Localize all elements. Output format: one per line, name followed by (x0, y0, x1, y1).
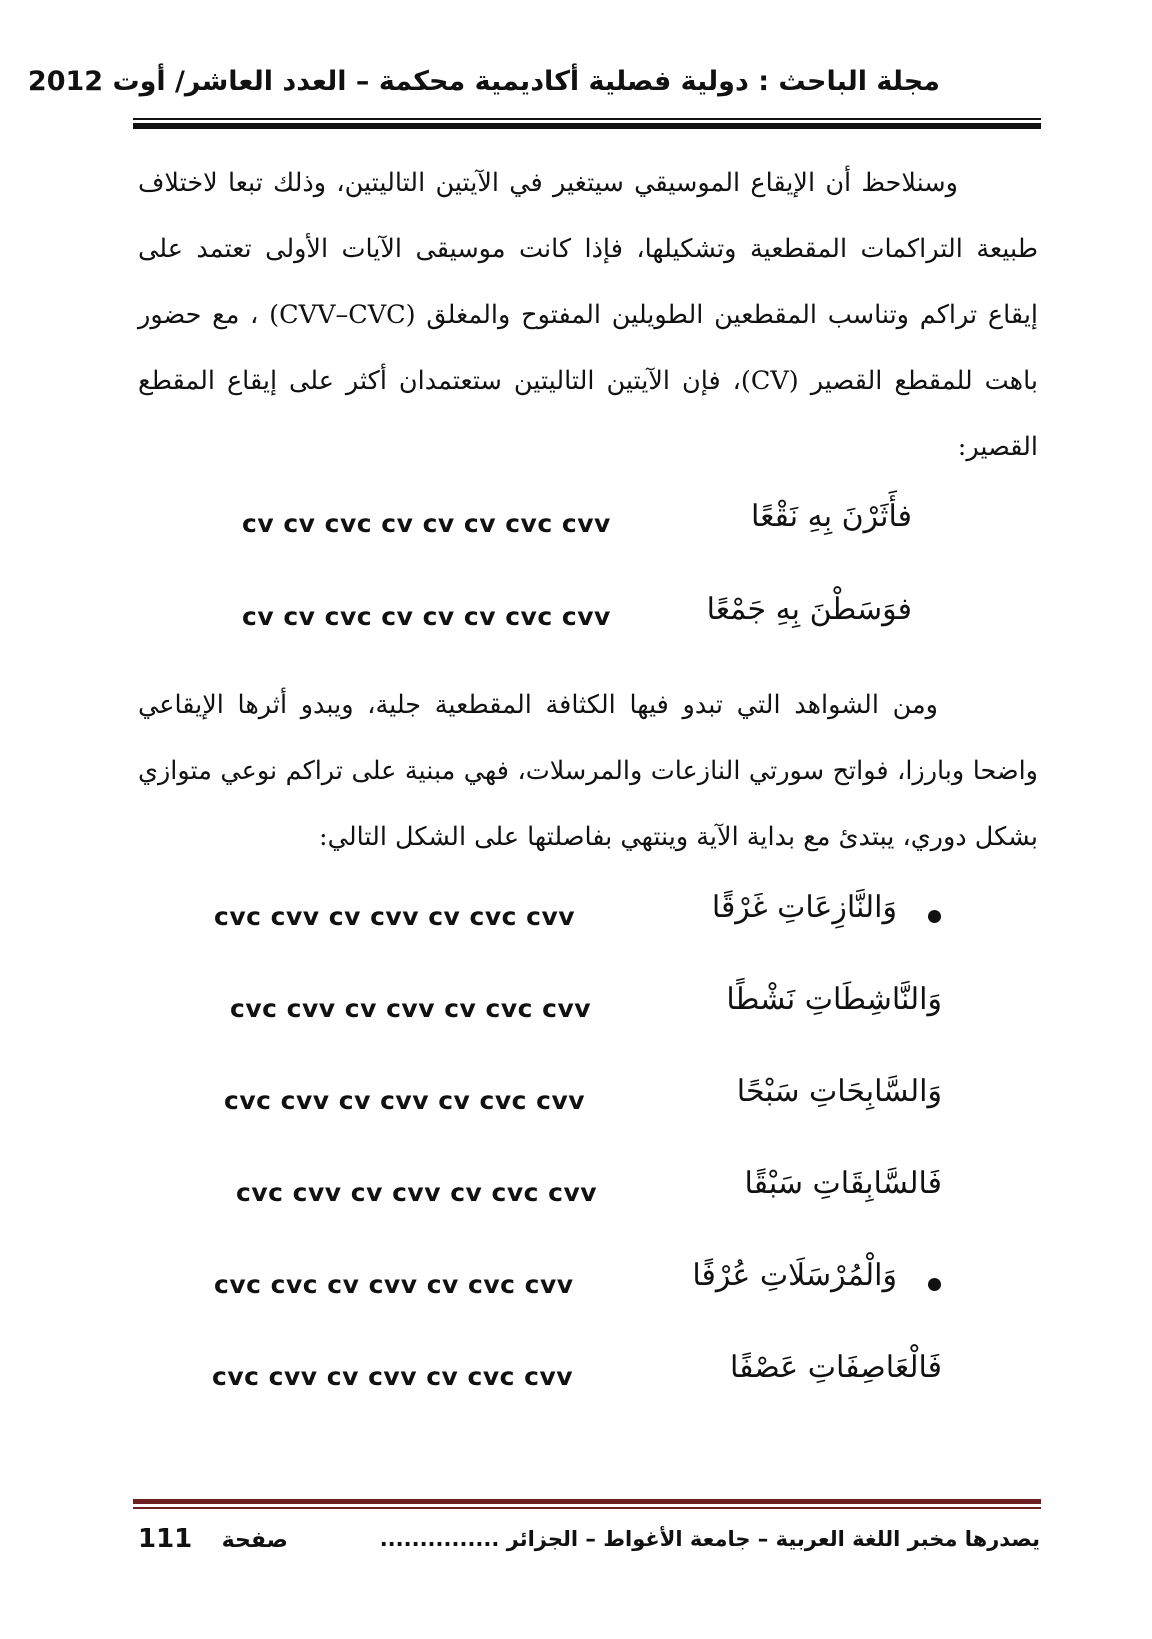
footer-rule-thick (133, 1499, 1041, 1504)
syllable-pattern: cvc cvv cv cvv cv cvc cvv (236, 1178, 598, 1207)
example-row (0, 495, 1152, 555)
quran-verse: فأَثَرْنَ بِهِ نَقْعًا (750, 499, 912, 534)
footer-rule-thin (133, 1507, 1041, 1509)
example-row (0, 978, 1152, 1038)
syllable-pattern: cv cv cvc cv cv cv cvc cvv (242, 602, 611, 631)
bullet-icon (928, 910, 941, 923)
quran-verse: فَالسَّابِقَاتِ سَبْقًا (744, 1166, 942, 1201)
page-indicator (138, 1524, 288, 1554)
syllable-pattern: cvc cvv cv cvv cv cvc cvv (224, 1086, 586, 1115)
page-number: 111 (138, 1524, 193, 1554)
header-rule-thick (133, 123, 1041, 129)
bullet-icon (928, 1278, 941, 1291)
example-row (0, 588, 1152, 648)
quran-verse: وَالْمُرْسَلَاتِ عُرْفًا (692, 1258, 897, 1293)
syllable-pattern: cvc cvc cv cvv cv cvc cvv (214, 1270, 574, 1299)
quran-verse: فوَسَطْنَ بِهِ جَمْعًا (706, 592, 912, 627)
example-row (0, 1162, 1152, 1222)
syllable-pattern: cvc cvv cv cvv cv cvc cvv (212, 1362, 574, 1391)
header-rule-thin (133, 118, 1041, 120)
quran-verse: وَالنَّازِعَاتِ غَرْقًا (711, 890, 897, 925)
paragraph-2: ومن الشواهد التي تبدو فيها الكثافة المقطعية جلية، ويبدو أثرها الإيقاعي واضحا وبارزا، فواتح سورتي النازعات والمرسلات، فهي مبنية على تراكم نوعي متوازي بشكل دوري، يبتدئ مع بداية الآية وينتهي بفاصلتها على الشكل التالي: (138, 690, 1038, 852)
page-label: صفحة (221, 1528, 288, 1553)
footer-publisher: يصدرها مخبر اللغة العربية – جامعة الأغواط – الجزائر ............... (379, 1527, 1040, 1551)
quran-verse: فَالْعَاصِفَاتِ عَصْفًا (729, 1350, 942, 1385)
syllable-pattern: cv cv cvc cv cv cv cvc cvv (242, 509, 611, 538)
example-row (0, 1254, 1152, 1314)
example-row (0, 886, 1152, 946)
quran-verse: وَالسَّابِحَاتِ سَبْحًا (736, 1074, 942, 1109)
paragraph-1: وسنلاحظ أن الإيقاع الموسيقي سيتغير في الآيتين التاليتين، وذلك تبعا لاختلاف طبيعة التراكمات المقطعية وتشكيلها، فإذا كانت موسيقى الآيات الأولى تعتمد على إيقاع تراكم وتناسب المقطعين الطويلين المفتوح والمغلق (CVV–CVC) ، مع حضور باهت للمقطع القصير (CV)، فإن الآيتين التاليتين ستعتمدان أكثر على إيقاع المقطع القصير: (138, 168, 1039, 462)
example-row (0, 1070, 1152, 1130)
quran-verse: وَالنَّاشِطَاتِ نَشْطًا (726, 982, 942, 1017)
example-row (0, 1346, 1152, 1406)
syllable-pattern: cvc cvv cv cvv cv cvc cvv (214, 902, 576, 931)
syllable-pattern: cvc cvv cv cvv cv cvc cvv (230, 994, 592, 1023)
journal-header-title: مجلة الباحث : دولية فصلية أكاديمية محكمة – العدد العاشر/ أوت 2012 (27, 66, 940, 97)
